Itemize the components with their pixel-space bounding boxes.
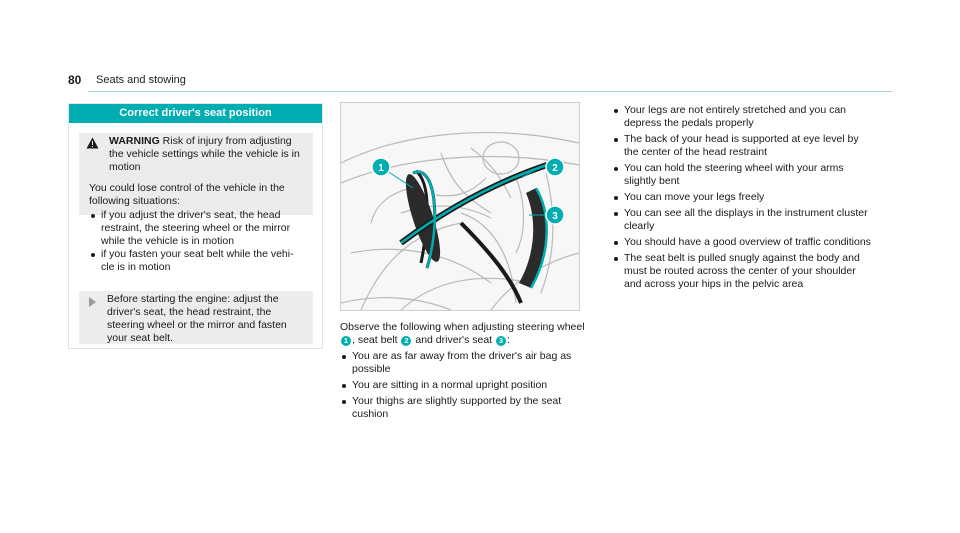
callout-badge: 3 [496,336,506,346]
action-text: Before starting the engine: adjust the driver's seat, the head restraint, the steering wheel or the mirror and fasten your seat belt. [107,293,287,344]
list-item: Your legs are not entirely stretched and you can depress the pedals properly [612,104,872,130]
arrow-right-icon [89,297,96,307]
observe-text: : [507,334,510,346]
list-item: if you fasten your seat belt while the vehicle is in motion [89,248,303,274]
callout-steering-wheel: 1 [378,163,384,174]
situations-intro: You could lose control of the vehicle in the following situations: [89,182,285,207]
action-box [79,291,313,344]
callout-badge: 2 [401,336,411,346]
callout-seat-belt: 2 [552,163,558,174]
list-item: You are as far away from the driver's air bag as possible [340,350,590,376]
panel-title: Correct driver's seat position [69,104,322,123]
callout-drivers-seat: 3 [552,211,558,222]
list-item: if you adjust the driver's seat, the head restraint, the steering wheel or the mirror while the vehicle is in motion [89,209,303,248]
checklist-list [612,104,872,291]
situations-block [89,182,303,274]
header-divider [88,91,892,92]
observe-text: , seat belt [352,334,401,346]
warning-triangle-icon [86,137,99,149]
list-item: You can hold the steering wheel with your arms slightly bent [612,162,872,188]
observe-intro [340,321,590,347]
list-item: Your thighs are slightly supported by the seat cushion [340,395,590,421]
page-number: 80 [68,73,82,87]
list-item: You should have a good overview of traffic conditions [612,236,872,249]
car-interior-drawing [341,103,579,310]
observe-list [340,350,590,421]
list-item: The back of your head is supported at eye level by the center of the head restraint [612,133,872,159]
list-item: You can move your legs freely [612,191,872,204]
list-item: You can see all the displays in the instrument cluster clearly [612,207,872,233]
checklist-block [612,103,872,291]
list-item: The seat belt is pulled snugly against the body and must be routed across the center of your shoulder and across your hips in the pelvic area [612,252,872,291]
warning-message: Risk of injury from adjusting the vehicle settings while the vehicle is in motion [109,135,300,173]
page-header [68,72,892,92]
list-item: You are sitting in a normal upright position [340,379,590,392]
situations-list [89,209,303,274]
warning-text [109,135,305,174]
warning-label: WARNING [109,135,160,147]
observe-text: Observe the following when adjusting steering wheel [340,321,585,333]
callout-badge: 1 [341,336,351,346]
section-title: Seats and stowing [96,74,186,86]
observe-text: and driver's seat [412,334,495,346]
observe-block [340,321,590,421]
seat-adjustment-illustration [340,102,580,311]
seat-position-panel [68,103,323,349]
